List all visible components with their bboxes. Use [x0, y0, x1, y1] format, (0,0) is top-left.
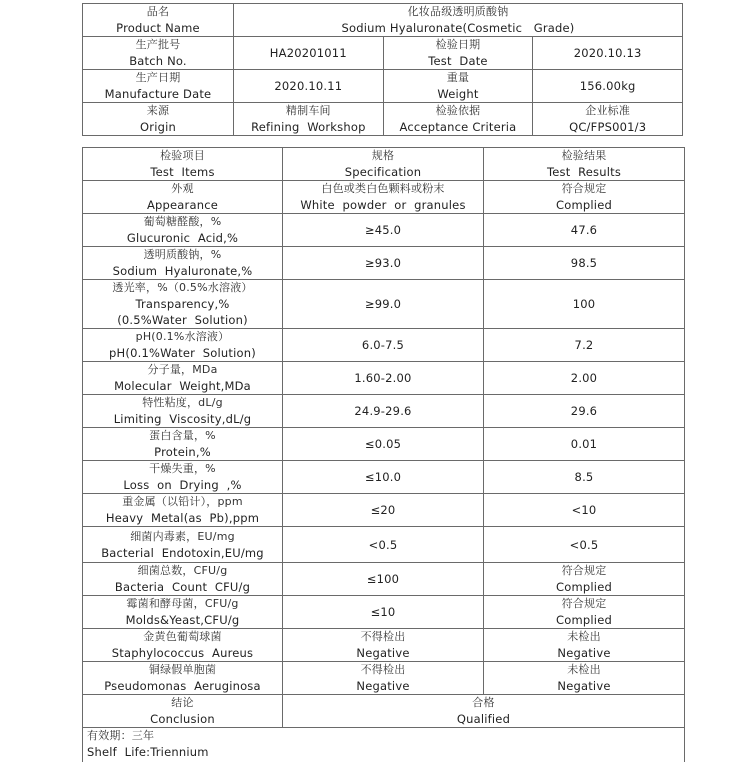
specification: ≤10 — [283, 596, 484, 629]
conclusion-value: 合格 Qualified — [283, 695, 685, 728]
shelf-life: 有效期：三年 Shelf Life:Triennium — [83, 728, 685, 762]
specification: 白色或类白色颗料或粉末 White powder or granules — [283, 181, 484, 214]
table-row — [83, 280, 685, 329]
test-item: 分子量，MDa Molecular Weight,MDa — [83, 362, 283, 395]
specification: 24.9-29.6 — [283, 395, 484, 428]
test-result: 100 — [484, 280, 685, 329]
test-result: 符合规定 Complied — [484, 181, 685, 214]
test-result: 47.6 — [484, 214, 685, 247]
specification: 1.60-2.00 — [283, 362, 484, 395]
test-result: 7.2 — [484, 329, 685, 362]
test-item: 葡萄糖醛酸，% Glucuronic Acid,% — [83, 214, 283, 247]
test-date-value: 2020.10.13 — [533, 37, 683, 70]
specification: ≤100 — [283, 563, 484, 596]
table-row — [83, 563, 685, 596]
test-item: 干燥失重，% Loss on Drying ,% — [83, 461, 283, 494]
table-row — [83, 629, 685, 662]
test-result: 29.6 — [484, 395, 685, 428]
manufacture-date-label: 生产日期 Manufacture Date — [83, 70, 234, 103]
specification: ≥45.0 — [283, 214, 484, 247]
test-result: 未检出 Negative — [484, 629, 685, 662]
test-result: 未检出 Negative — [484, 662, 685, 695]
product-name-label: 品名 Product Name — [83, 4, 234, 37]
specification: ≥99.0 — [283, 280, 484, 329]
test-item: pH(0.1%水溶液） pH(0.1%Water Solution) — [83, 329, 283, 362]
acceptance-criteria-label: 检验依据 Acceptance Criteria — [383, 103, 533, 136]
shelf-life-row — [83, 728, 685, 762]
table-row — [83, 428, 685, 461]
specification: ≤0.05 — [283, 428, 484, 461]
table-row — [83, 214, 685, 247]
table-row — [83, 494, 685, 527]
table-header-row — [83, 148, 685, 181]
test-item: 透明质酸钠，% Sodium Hyaluronate,% — [83, 247, 283, 280]
specification: 6.0-7.5 — [283, 329, 484, 362]
batch-no-value: HA20201011 — [234, 37, 384, 70]
specification: ≤20 — [283, 494, 484, 527]
test-item: 霉菌和酵母菌，CFU/g Molds&Yeast,CFU/g — [83, 596, 283, 629]
test-item: 特性粘度，dL/g Limiting Viscosity,dL/g — [83, 395, 283, 428]
table-row — [83, 329, 685, 362]
test-item: 蛋白含量，% Protein,% — [83, 428, 283, 461]
specification: <0.5 — [283, 527, 484, 563]
table-row — [83, 247, 685, 280]
test-item: 铜绿假单胞菌 Pseudomonas Aeruginosa — [83, 662, 283, 695]
test-item: 外观 Appearance — [83, 181, 283, 214]
test-result: 8.5 — [484, 461, 685, 494]
test-result: 0.01 — [484, 428, 685, 461]
table-row — [83, 181, 685, 214]
header-test-results: 检验结果 Test Results — [484, 148, 685, 181]
test-result: 98.5 — [484, 247, 685, 280]
test-results-table — [82, 147, 685, 762]
manufacture-date-value: 2020.10.11 — [234, 70, 384, 103]
test-result: <0.5 — [484, 527, 685, 563]
header-test-items: 检验项目 Test Items — [83, 148, 283, 181]
table-row — [83, 395, 685, 428]
test-item: 透光率，%（0.5%水溶液） Transparency,% (0.5%Water Solution) — [83, 280, 283, 329]
test-item: 细菌总数，CFU/g Bacteria Count CFU/g — [83, 563, 283, 596]
test-item: 细菌内毒素，EU/mg Bacterial Endotoxin,EU/mg — [83, 527, 283, 563]
specification: ≤10.0 — [283, 461, 484, 494]
conclusion-row — [83, 695, 685, 728]
weight-value: 156.00kg — [533, 70, 683, 103]
test-result: 符合规定 Complied — [484, 596, 685, 629]
test-date-label: 检验日期 Test Date — [383, 37, 533, 70]
table-row — [83, 362, 685, 395]
conclusion-label: 结论 Conclusion — [83, 695, 283, 728]
product-info-table — [82, 3, 683, 136]
test-item: 金黄色葡萄球菌 Staphylococcus Aureus — [83, 629, 283, 662]
table-row — [83, 596, 685, 629]
test-result: 2.00 — [484, 362, 685, 395]
specification: 不得检出 Negative — [283, 662, 484, 695]
acceptance-criteria-value: 企业标准 QC/FPS001/3 — [533, 103, 683, 136]
origin-label: 来源 Origin — [83, 103, 234, 136]
specification: ≥93.0 — [283, 247, 484, 280]
table-row — [83, 461, 685, 494]
test-result: <10 — [484, 494, 685, 527]
product-name-value: 化妆品级透明质酸钠 Sodium Hyaluronate(Cosmetic Grade) — [234, 4, 683, 37]
table-row — [83, 527, 685, 563]
specification: 不得检出 Negative — [283, 629, 484, 662]
test-result: 符合规定 Complied — [484, 563, 685, 596]
origin-value: 精制车间 Refining Workshop — [234, 103, 384, 136]
batch-no-label: 生产批号 Batch No. — [83, 37, 234, 70]
header-specification: 规格 Specification — [283, 148, 484, 181]
test-item: 重金属（以铅计），ppm Heavy Metal(as Pb),ppm — [83, 494, 283, 527]
weight-label: 重量 Weight — [383, 70, 533, 103]
table-row — [83, 662, 685, 695]
